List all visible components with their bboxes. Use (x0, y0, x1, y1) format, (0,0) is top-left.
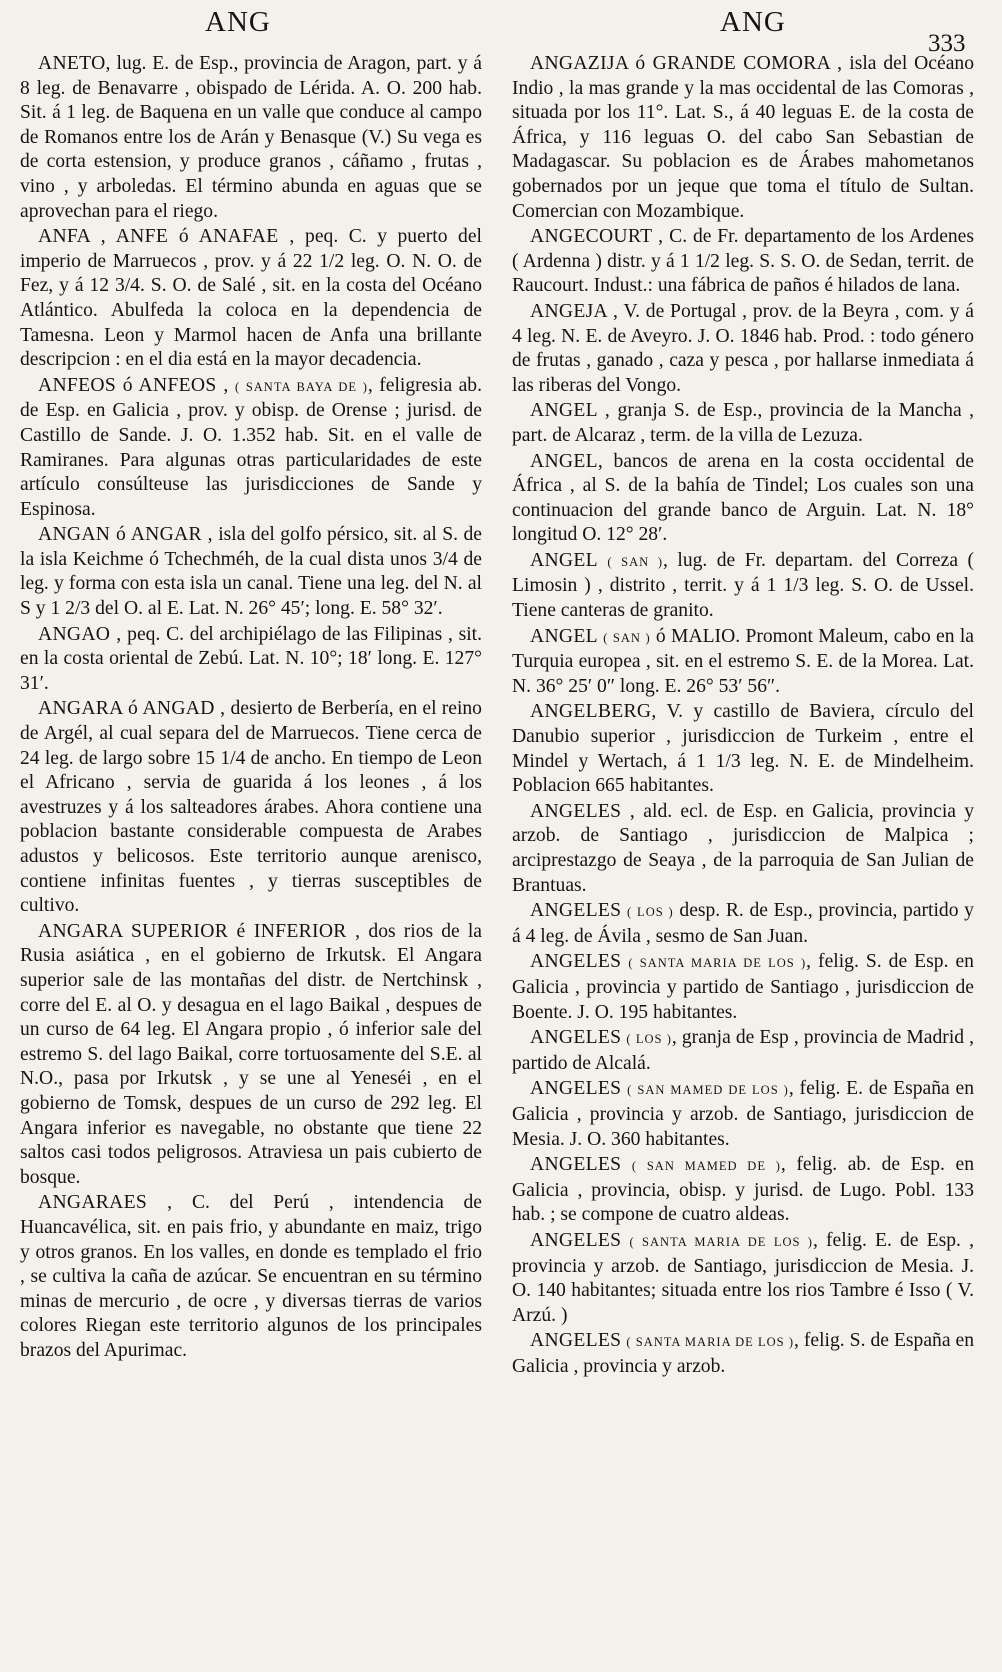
entry-text: isla del golfo pérsico, sit. al S. de la isla Keichme ó Tchechméh, de la cual dista unos 3/4 de leg. y forma con esta isla un canal. Tiene una leg. del N. al S y 1 2/3 del O. al E. Lat. N. 26° 45′; long. E. 58° 32′. (20, 524, 482, 620)
entry-text: , felig. ab. de Esp. en Galicia , provincia, obisp. y jurisd. de Lugo. Pobl. 133 hab. ; se compone de cuatro aldeas. (512, 1154, 974, 1226)
headword: ANFA , ANFE ó ANAFAE , (38, 226, 295, 248)
entry-text: C. de Fr. departamento de los Ardenes ( Ardenna ) distr. y á 1 1/2 leg. S. S. O. de Sedan, territ. de Raucourt. Indust.: una fábrica de paños é hilados de lana. (512, 226, 974, 297)
headword: ANGARA SUPERIOR é INFERIOR , (38, 920, 361, 942)
headword: ANGEJA , (530, 300, 619, 322)
entry-text: lug. E. de Esp., provincia de Aragon, part. y á 8 leg. de Benavarre , obispado de Lérida. A. O. 200 hab. Sit. á 1 leg. de Baquena en un valle que conduce al campo de Romanos entre los de Arán y Benasque (V.) Su vega es de corta estension, y produce granos , cáñamo , frutas , vino , y arboledas. El término abunda en aguas que se aprovechan para el riego. (20, 53, 482, 222)
entry-text: desierto de Berbería, en el reino de Argél, al cual separa del de Marruecos. Tiene cerca de 24 leg. de largo sobre 15 1/4 de ancho. En tiempo de Leon el Africano , servia de guarida á los leones , á los avestruzes y á los salteadores árabes. Ahora contiene una poblacion bastante considerable compuesta de Arabes adustos y belicosos. Este territorio aunque arenisco, contiene infinitas fuentes , y tierras susceptibles de cultivo. (20, 698, 482, 917)
entry-text: , felig. E. de España en Galicia , provincia y arzob. de Santiago, jurisdiccion de Mesia. J. O. 360 habitantes. (512, 1078, 974, 1150)
entry-angazija (512, 52, 974, 224)
entry-angel-san-lug (512, 549, 974, 624)
entry-text: peq. C. y puerto del imperio de Marruecos , prov. y á 22 1/2 leg. O. N. O. de Fez, y á 12 3/4. S. O. de Salé , sit. en la costa del Océano Atlántico. Abulfeda la coloca en la dependencia de Tamesna. Leon y Marmol hacen de Anfa una brillante descripcion : en el dia está en la mayor decadencia. (20, 226, 482, 371)
entry-angeles-santa-maria-last (512, 1329, 974, 1379)
headword: ANGARAES , (38, 1192, 173, 1214)
headword: ANGELES (530, 1330, 622, 1352)
smallcaps-qualifier: ( SAN MAMED DE LOS ) (627, 1083, 789, 1098)
entry-angeja (512, 300, 974, 398)
headword: ANGELES (530, 900, 622, 922)
smallcaps-qualifier: ( SANTA MARIA DE LOS ) (626, 1335, 794, 1350)
smallcaps-qualifier: ( SANTA BAYA DE ) (234, 379, 368, 394)
headword: ANGARA ó ANGAD , (38, 698, 226, 720)
headword: ANGAZIJA ó GRANDE COMORA , (530, 53, 843, 74)
entry-angel-san-malio (512, 625, 974, 700)
entry-angan (20, 523, 482, 621)
entry-text: desp. R. de Esp., provincia, partido y á 4 leg. de Ávila , sesmo de San Juan. (512, 900, 974, 947)
entry-text: V. y castillo de Baviera, círculo del Danubio superior , jurisdiccion de Turkeim , entre el Mindel y Wertach, á 1 1/3 leg. N. E. de Mindelheim. Poblacion 665 habitantes. (512, 701, 974, 797)
entry-angeles-santa-maria-boente (512, 950, 974, 1025)
headword: ANGEL, (530, 450, 604, 472)
entry-aneto (20, 52, 482, 224)
entry-text: isla del Océano Indio , la mas grande y la mas occidental de las Comoras , situada por los 11°. Lat. S., á 40 leguas E. de la costa de África, y 116 leguas O. del cabo San Sebastian de Madagascar. Su poblacion es de Árabes mahometanos gobernados por un jeque que toma el título de Sultan. Comercian con Mozambique. (512, 53, 974, 222)
right-column (512, 52, 974, 1662)
headword: ANGELES (530, 951, 622, 973)
smallcaps-qualifier: ( SAN MAMED DE ) (631, 1159, 781, 1174)
entry-text: V. de Portugal , prov. de la Beyra , com. y á 4 leg. N. E. de Aveyro. J. O. 1846 hab. Prod. : todo género de frutas , ganado , caza y pesca , por hallarse inmediata á las riberas del Vongo. (512, 300, 974, 396)
entry-text: , lug. de Fr. departam. del Correza ( Limosin ) , distrito , territ. y á 1 1/3 leg. S. O. de Ussel. Tiene canteras de granito. (512, 549, 974, 622)
entry-angel-granja (512, 399, 974, 448)
headword: ANFEOS ó ANFEOS , (38, 374, 229, 396)
headword: ANGELES , (530, 800, 636, 822)
running-head-left: ANG (205, 6, 271, 38)
entry-angaraes (20, 1191, 482, 1363)
entry-angelberg (512, 700, 974, 798)
entry-text: , felig. S. de España en Galicia , provincia y arzob. (512, 1330, 974, 1377)
entry-angeles-los-desp (512, 899, 974, 949)
headword: ANGELES (530, 1154, 622, 1176)
headword: ANGAO , (38, 623, 122, 645)
headword: ANGELES (530, 1229, 622, 1251)
entry-text: dos rios de la Rusia asiática , en el gobierno de Irkutsk. El Angara superior sale de las montañas del distr. de Nertchinsk , corre del E. al O. y desagua en el lago Baikal , despues de un curso de 64 leg. El Angara propio , ó inferior sale del estremo S. del lago Baikal, corre tortuosamente del S.E. al N.O., pasa por Irkutsk , y se une al Yeneséi , en el gobierno de Tomsk, despues de un curso de 292 leg. El Angara inferior es navegable, no obstante que tiene 22 saltos casi todos peligrosos. Atraviesa un pais cubierto de bosque. (20, 920, 482, 1188)
entry-angao (20, 623, 482, 697)
headword: ANGEL (530, 549, 598, 571)
entry-angeles-san-mamed-los (512, 1077, 974, 1152)
entry-angeles-los-granja (512, 1026, 974, 1076)
entry-text: , granja de Esp , provincia de Madrid , partido de Alcalá. (512, 1027, 974, 1074)
entry-angeles-santa-maria-mesia (512, 1229, 974, 1328)
entry-text: , feligresia ab. de Esp. en Galicia , prov. y obisp. de Orense ; jurisd. de Castillo de Sande. J. O. 1.352 hab. Sit. en el valle de Ramiranes. Para algunas otras particularidades de este artículo consúlteuse las jurisdicciones de Sande y Espinosa. (20, 374, 482, 520)
entry-text: bancos de arena en la costa occidental de África , al S. de la bahía de Tindel; Los cuales son una continuacion del grande banco de Arguin. Lat. N. 18° longitud O. 12° 28′. (512, 450, 974, 546)
headword: ANETO, (38, 53, 111, 74)
running-head-right: ANG (720, 6, 786, 38)
entry-text: , felig. S. de Esp. en Galicia , provincia y partido de Santiago , jurisdiccion de Boente. J. O. 195 habitantes. (512, 951, 974, 1023)
entry-text: peq. C. del archipiélago de las Filipinas , sit. en la costa oriental de Zebú. Lat. N. 10°; 18′ long. E. 127° 31′. (20, 623, 482, 694)
smallcaps-qualifier: ( SAN ) (607, 554, 664, 569)
headword: ANGELES (530, 1027, 622, 1049)
headword: ANGEL (530, 625, 598, 647)
smallcaps-qualifier: ( SAN ) (603, 630, 651, 645)
headword: ANGECOURT , (530, 226, 664, 248)
entry-angeles-san-mamed (512, 1153, 974, 1228)
entry-text: ó MALIO. Promont Maleum, cabo en la Turquia europea , sit. en el estremo S. E. de la Morea. Lat. N. 36° 25′ 0″ long. E. 26° 53′ 56″. (512, 625, 974, 697)
entry-angara (20, 697, 482, 918)
entry-angeles-ald (512, 800, 974, 898)
smallcaps-qualifier: ( LOS ) (626, 1032, 672, 1047)
entry-text: ald. ecl. de Esp. en Galicia, provincia y arzob. de Santiago , jurisdiccion de Malpica ; arciprestazgo de Seaya , de la parroquia de San Julian de Brantuas. (512, 800, 974, 896)
page-number: 333 (928, 30, 966, 57)
entry-text: , felig. E. de Esp. , provincia y arzob. de Santiago, jurisdiccion de Mesia. J. O. 140 habitantes; situada entre los rios Tambre é Isso ( V. Arzú. ) (512, 1229, 974, 1326)
entry-angecourt (512, 225, 974, 299)
smallcaps-qualifier: ( SANTA MARIA DE LOS ) (628, 956, 807, 971)
entry-text: granja S. de Esp., provincia de la Mancha , part. de Alcaraz , term. de la villa de Lezuza. (512, 400, 974, 446)
entry-text: C. del Perú , intendencia de Huancavélica, sit. en pais frio, y abundante en maiz, trigo y otros granos. En los valles, en donde es templado el frio , se cultiva la caña de azúcar. Se encuentran en su término minas de mercurio , de ocre , y diversas tierras de varios colores Riegan este territorio algunos de los principales brazos del Apurimac. (20, 1192, 482, 1361)
entry-anfeos (20, 374, 482, 523)
headword: ANGELBERG, (530, 701, 657, 723)
smallcaps-qualifier: ( SANTA MARIA DE LOS ) (629, 1234, 813, 1249)
headword: ANGAN ó ANGAR , (38, 524, 213, 546)
left-column (20, 52, 482, 1662)
headword: ANGELES (530, 1078, 622, 1100)
entry-angel-bancos (512, 450, 974, 548)
smallcaps-qualifier: ( LOS ) (627, 905, 674, 920)
headword: ANGEL , (530, 400, 611, 422)
entry-angara-superior (20, 920, 482, 1191)
entry-anfa (20, 225, 482, 373)
